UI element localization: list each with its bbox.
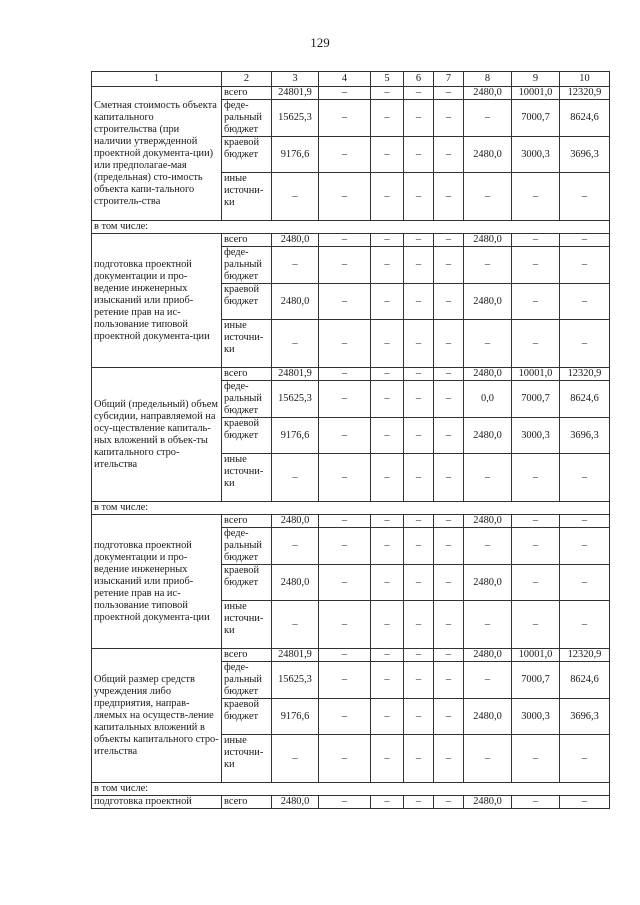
value-cell: 9176,6 <box>272 699 319 735</box>
value-cell: – <box>371 100 404 137</box>
value-cell: 2480,0 <box>464 515 512 528</box>
value-cell: – <box>512 528 560 565</box>
funding-source: феде-ральный бюджет <box>222 381 272 418</box>
value-cell: – <box>560 247 610 284</box>
column-header-1: 1 <box>92 72 222 87</box>
indicator-description: Сметная стоимость объекта капитального строительства (при наличии утвержденной проектной документа-ции) или предполагае-мая (предельная) сто-имость объекта капи-тального строитель-ства <box>92 87 222 221</box>
funding-source: краевой бюджет <box>222 418 272 454</box>
value-cell: – <box>371 87 404 100</box>
value-cell: 10001,0 <box>512 368 560 381</box>
value-cell: – <box>434 418 464 454</box>
value-cell: – <box>319 699 371 735</box>
value-cell: – <box>404 699 434 735</box>
value-cell: – <box>560 173 610 221</box>
value-cell: 24801,9 <box>272 87 319 100</box>
table-body <box>92 87 610 809</box>
value-cell: – <box>560 528 610 565</box>
value-cell: – <box>512 454 560 502</box>
funding-source: краевой бюджет <box>222 699 272 735</box>
value-cell: – <box>434 649 464 662</box>
value-cell: 2480,0 <box>272 284 319 320</box>
note-cell: в том числе: <box>92 221 610 234</box>
value-cell: 2480,0 <box>464 565 512 601</box>
value-cell: – <box>434 454 464 502</box>
column-header-4: 4 <box>319 72 371 87</box>
funding-source: феде-ральный бюджет <box>222 100 272 137</box>
value-cell: 2480,0 <box>464 649 512 662</box>
column-header-9: 9 <box>512 72 560 87</box>
value-cell: – <box>434 137 464 173</box>
value-cell: – <box>272 735 319 783</box>
value-cell: 2480,0 <box>272 565 319 601</box>
funding-source: иные источни-ки <box>222 735 272 783</box>
value-cell: – <box>404 234 434 247</box>
value-cell: – <box>434 515 464 528</box>
value-cell: 8624,6 <box>560 100 610 137</box>
value-cell: 2480,0 <box>464 234 512 247</box>
value-cell: – <box>464 735 512 783</box>
indicator-description: Общий размер средств учреждения либо предприятия, направ-ляемых на осуществ-ление капитальных вложений в объекты капитального стро-ительства <box>92 649 222 783</box>
value-cell: 9176,6 <box>272 137 319 173</box>
value-cell: 7000,7 <box>512 381 560 418</box>
value-cell: – <box>464 320 512 368</box>
funding-source: иные источни-ки <box>222 320 272 368</box>
value-cell: – <box>404 320 434 368</box>
value-cell: – <box>371 247 404 284</box>
value-cell: – <box>319 565 371 601</box>
value-cell: – <box>464 662 512 699</box>
value-cell: – <box>464 601 512 649</box>
value-cell: – <box>371 515 404 528</box>
value-cell: – <box>371 528 404 565</box>
funding-source: всего <box>222 515 272 528</box>
funding-source: краевой бюджет <box>222 137 272 173</box>
value-cell: 2480,0 <box>464 418 512 454</box>
value-cell: – <box>319 454 371 502</box>
table-row <box>92 796 610 809</box>
value-cell: 3696,3 <box>560 137 610 173</box>
page-number: 129 <box>310 35 330 50</box>
value-cell: – <box>434 662 464 699</box>
value-cell: – <box>272 601 319 649</box>
value-cell: – <box>560 234 610 247</box>
value-cell: – <box>560 284 610 320</box>
value-cell: 2480,0 <box>272 796 319 809</box>
value-cell: – <box>434 234 464 247</box>
indicator-description: Общий (предельный) объем субсидии, направляемой на осу-ществление капиталь-ных вложений в объек-ты капитального стро-ительства <box>92 368 222 502</box>
value-cell: 2480,0 <box>272 234 319 247</box>
value-cell: – <box>434 320 464 368</box>
value-cell: 15625,3 <box>272 381 319 418</box>
value-cell: – <box>560 320 610 368</box>
value-cell: – <box>272 173 319 221</box>
value-cell: – <box>404 649 434 662</box>
value-cell: – <box>371 699 404 735</box>
value-cell: – <box>371 649 404 662</box>
funding-source: всего <box>222 368 272 381</box>
value-cell: – <box>404 662 434 699</box>
value-cell: – <box>404 735 434 783</box>
value-cell: 2480,0 <box>464 284 512 320</box>
value-cell: – <box>371 320 404 368</box>
value-cell: – <box>512 284 560 320</box>
value-cell: 10001,0 <box>512 649 560 662</box>
value-cell: – <box>512 601 560 649</box>
value-cell: – <box>371 565 404 601</box>
funding-source: всего <box>222 234 272 247</box>
funding-source: краевой бюджет <box>222 284 272 320</box>
value-cell: – <box>434 565 464 601</box>
value-cell: – <box>319 247 371 284</box>
value-cell: – <box>404 381 434 418</box>
funding-source: всего <box>222 87 272 100</box>
value-cell: – <box>371 796 404 809</box>
value-cell: – <box>434 796 464 809</box>
value-cell: – <box>319 320 371 368</box>
value-cell: – <box>404 100 434 137</box>
value-cell: 2480,0 <box>272 515 319 528</box>
value-cell: – <box>319 515 371 528</box>
value-cell: – <box>272 454 319 502</box>
funding-source: всего <box>222 649 272 662</box>
value-cell: – <box>371 418 404 454</box>
value-cell: – <box>371 137 404 173</box>
value-cell: – <box>319 418 371 454</box>
value-cell: – <box>512 173 560 221</box>
value-cell: – <box>512 320 560 368</box>
value-cell: – <box>319 528 371 565</box>
value-cell: 3696,3 <box>560 699 610 735</box>
value-cell: – <box>434 699 464 735</box>
value-cell: – <box>464 528 512 565</box>
value-cell: 9176,6 <box>272 418 319 454</box>
table-row <box>92 234 610 247</box>
value-cell: 10001,0 <box>512 87 560 100</box>
value-cell: – <box>512 796 560 809</box>
value-cell: – <box>272 247 319 284</box>
funding-source: всего <box>222 796 272 809</box>
value-cell: – <box>404 528 434 565</box>
value-cell: – <box>560 735 610 783</box>
value-cell: – <box>512 515 560 528</box>
value-cell: – <box>319 796 371 809</box>
value-cell: – <box>404 796 434 809</box>
value-cell: – <box>560 515 610 528</box>
value-cell: – <box>404 565 434 601</box>
value-cell: – <box>404 368 434 381</box>
value-cell: – <box>371 381 404 418</box>
value-cell: 2480,0 <box>464 137 512 173</box>
value-cell: – <box>272 320 319 368</box>
value-cell: 12320,9 <box>560 368 610 381</box>
value-cell: – <box>560 796 610 809</box>
column-header-7: 7 <box>434 72 464 87</box>
value-cell: – <box>464 100 512 137</box>
funding-source: иные источни-ки <box>222 601 272 649</box>
table-row <box>92 649 610 662</box>
note-cell: в том числе: <box>92 783 610 796</box>
value-cell: – <box>319 649 371 662</box>
note-row <box>92 502 610 515</box>
value-cell: 2480,0 <box>464 699 512 735</box>
value-cell: – <box>512 247 560 284</box>
column-header-10: 10 <box>560 72 610 87</box>
value-cell: 8624,6 <box>560 381 610 418</box>
value-cell: – <box>404 601 434 649</box>
value-cell: – <box>272 528 319 565</box>
value-cell: – <box>434 528 464 565</box>
value-cell: 15625,3 <box>272 662 319 699</box>
table-row <box>92 515 610 528</box>
value-cell: 2480,0 <box>464 368 512 381</box>
funding-source: феде-ральный бюджет <box>222 528 272 565</box>
indicator-description: подготовка проектной документации и про-ведение инженерных изысканий или приоб-ретение прав на ис-пользование типовой проектной документа-ции <box>92 234 222 368</box>
indicator-description: подготовка проектной документации и про-ведение инженерных изысканий или приоб-ретение прав на ис-пользование типовой проектной документа-ции <box>92 515 222 649</box>
value-cell: – <box>319 100 371 137</box>
funding-source: феде-ральный бюджет <box>222 662 272 699</box>
value-cell: 3000,3 <box>512 137 560 173</box>
value-cell: 12320,9 <box>560 649 610 662</box>
value-cell: 2480,0 <box>464 87 512 100</box>
value-cell: – <box>434 368 464 381</box>
funding-source: иные источни-ки <box>222 173 272 221</box>
value-cell: 3000,3 <box>512 699 560 735</box>
value-cell: 3696,3 <box>560 418 610 454</box>
value-cell: – <box>512 735 560 783</box>
value-cell: 8624,6 <box>560 662 610 699</box>
value-cell: – <box>404 454 434 502</box>
value-cell: – <box>404 87 434 100</box>
table-row <box>92 87 610 100</box>
value-cell: – <box>319 368 371 381</box>
note-row <box>92 221 610 234</box>
value-cell: – <box>319 87 371 100</box>
value-cell: – <box>434 87 464 100</box>
value-cell: 2480,0 <box>464 796 512 809</box>
value-cell: 0,0 <box>464 381 512 418</box>
value-cell: 3000,3 <box>512 418 560 454</box>
value-cell: – <box>464 247 512 284</box>
note-cell: в том числе: <box>92 502 610 515</box>
value-cell: – <box>319 735 371 783</box>
value-cell: – <box>434 381 464 418</box>
value-cell: – <box>371 234 404 247</box>
value-cell: – <box>404 247 434 284</box>
value-cell: – <box>371 284 404 320</box>
value-cell: – <box>512 234 560 247</box>
column-header-3: 3 <box>272 72 319 87</box>
value-cell: – <box>434 173 464 221</box>
indicator-description: подготовка проектной <box>92 796 222 809</box>
value-cell: – <box>560 565 610 601</box>
value-cell: – <box>404 284 434 320</box>
value-cell: – <box>371 368 404 381</box>
value-cell: – <box>319 173 371 221</box>
value-cell: – <box>319 234 371 247</box>
value-cell: 24801,9 <box>272 368 319 381</box>
value-cell: – <box>404 137 434 173</box>
value-cell: – <box>319 381 371 418</box>
value-cell: – <box>560 601 610 649</box>
value-cell: 15625,3 <box>272 100 319 137</box>
column-header-5: 5 <box>371 72 404 87</box>
value-cell: – <box>319 662 371 699</box>
value-cell: – <box>434 100 464 137</box>
table-row <box>92 368 610 381</box>
value-cell: – <box>371 601 404 649</box>
value-cell: – <box>560 454 610 502</box>
value-cell: – <box>371 454 404 502</box>
value-cell: 12320,9 <box>560 87 610 100</box>
value-cell: – <box>371 173 404 221</box>
value-cell: – <box>319 137 371 173</box>
value-cell: 7000,7 <box>512 100 560 137</box>
value-cell: – <box>371 662 404 699</box>
funding-source: феде-ральный бюджет <box>222 247 272 284</box>
column-header-6: 6 <box>404 72 434 87</box>
value-cell: – <box>464 173 512 221</box>
value-cell: 24801,9 <box>272 649 319 662</box>
value-cell: – <box>404 418 434 454</box>
value-cell: – <box>371 735 404 783</box>
note-row <box>92 783 610 796</box>
funding-source: краевой бюджет <box>222 565 272 601</box>
value-cell: – <box>404 515 434 528</box>
value-cell: – <box>319 601 371 649</box>
value-cell: – <box>512 565 560 601</box>
table-header-row <box>92 72 610 87</box>
value-cell: – <box>434 247 464 284</box>
value-cell: – <box>434 735 464 783</box>
value-cell: – <box>434 284 464 320</box>
value-cell: – <box>404 173 434 221</box>
column-header-8: 8 <box>464 72 512 87</box>
funding-source: иные источни-ки <box>222 454 272 502</box>
value-cell: 7000,7 <box>512 662 560 699</box>
value-cell: – <box>464 454 512 502</box>
value-cell: – <box>319 284 371 320</box>
column-header-2: 2 <box>222 72 272 87</box>
value-cell: – <box>434 601 464 649</box>
budget-table <box>91 71 610 809</box>
